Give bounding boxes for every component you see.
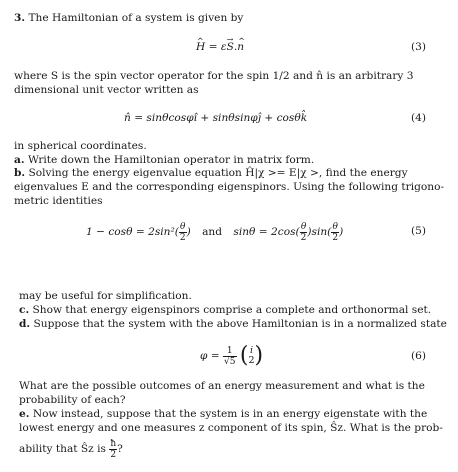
frac-den: 2	[332, 232, 339, 243]
question-intro-text: The Hamiltonian of a system is given by	[28, 12, 244, 24]
equation-6	[200, 341, 263, 371]
part-c-label: c.	[19, 304, 30, 316]
state-lhs: φ =	[200, 350, 220, 362]
epsilon-symbol: ε	[220, 41, 227, 53]
part-c-text: Show that energy eigenspinors comprise a complete and orthonormal set.	[32, 304, 432, 316]
identity-right-fraction-2	[331, 222, 339, 243]
state-normalization	[223, 346, 236, 367]
right-paren: )	[254, 343, 264, 368]
part-e-line3	[19, 438, 123, 460]
para2-line1: in spherical coordinates.	[14, 140, 147, 152]
part-d	[19, 318, 447, 331]
frac-den: 2	[110, 449, 117, 460]
part-e-line2: lowest energy and one measures z component of its spin, Ŝz. What is the prob-	[19, 422, 443, 434]
frac-num: ħ	[110, 438, 117, 449]
para1-line1: where S is the spin vector operator for the spin 1/2 and n̂ is an arbitrary 3	[14, 70, 414, 82]
frac-num: θ	[332, 221, 338, 232]
part-a-label: a.	[14, 154, 25, 166]
equation-5	[86, 220, 343, 244]
hamiltonian-symbol: ^ H	[196, 41, 205, 54]
spin-vector-symbol: → S	[227, 41, 234, 54]
part-b-line2: eigenvalues E and the corresponding eigenspinors. Using the following trigono-	[14, 181, 445, 193]
question-intro	[14, 12, 243, 25]
equation-4: n̂ = sinθcosφî + sinθsinφĵ + cosθk̂	[124, 112, 308, 124]
part-b-line1	[14, 167, 408, 180]
identity-left-close: )	[186, 226, 191, 238]
part-b-text-1: Solving the energy eigenvalue equation Ĥ|χ >= E|χ >, find the energy	[28, 167, 408, 179]
part-a	[14, 154, 314, 167]
frac-num: 1	[223, 346, 236, 357]
part-e-line1	[19, 408, 427, 421]
part-e-text-3b: ?	[117, 443, 123, 455]
part-a-text: Write down the Hamiltonian operator in matrix form.	[27, 154, 315, 166]
frac-num: θ	[180, 221, 186, 232]
identity-right-mid: )sin(	[307, 226, 332, 238]
para1-line2: dimensional unit vector written as	[14, 84, 199, 96]
hbar-over-2	[109, 439, 117, 460]
part-d-text: Suppose that the system with the above Hamiltonian is in a normalized state	[33, 318, 447, 330]
para3-line1: may be useful for simplification.	[19, 290, 192, 302]
question-number: 3.	[14, 12, 26, 24]
part-d-label: d.	[19, 318, 31, 330]
frac-den: 2	[300, 232, 307, 243]
equation-3: ^ H = ε→ S.^ n	[196, 41, 244, 54]
state-vector-top: i	[249, 345, 254, 356]
part-b-label: b.	[14, 167, 26, 179]
frac-num: θ	[300, 221, 307, 232]
part-c	[19, 304, 431, 317]
identity-and: and	[202, 226, 223, 238]
frac-den: √5	[224, 356, 236, 367]
identity-left: 1 − cosθ = 2sin²(	[86, 226, 179, 238]
equation-6-number: (6)	[410, 350, 426, 362]
identity-left-fraction	[179, 222, 187, 243]
equation-4-number: (4)	[410, 112, 426, 124]
state-vector-bottom: 2	[248, 355, 255, 366]
part-e-text-3a: ability that Ŝz is	[19, 443, 106, 455]
equation-3-number: (3)	[410, 41, 426, 53]
equation-5-number: (5)	[410, 225, 426, 237]
unit-vector-symbol: ^ n	[237, 41, 244, 54]
left-paren: (	[239, 343, 249, 368]
part-e-text-1: Now instead, suppose that the system is in an energy eigenstate with the	[32, 408, 428, 420]
part-b-line3: metric identities	[14, 195, 103, 207]
part-e-label: e.	[19, 408, 30, 420]
para4-line2: probability of each?	[19, 394, 126, 406]
identity-right-close: )	[339, 226, 344, 238]
para4-line1: What are the possible outcomes of an energy measurement and what is the	[19, 380, 425, 392]
identity-right: sinθ = 2cos(	[233, 226, 300, 238]
frac-den: 2	[179, 232, 186, 243]
